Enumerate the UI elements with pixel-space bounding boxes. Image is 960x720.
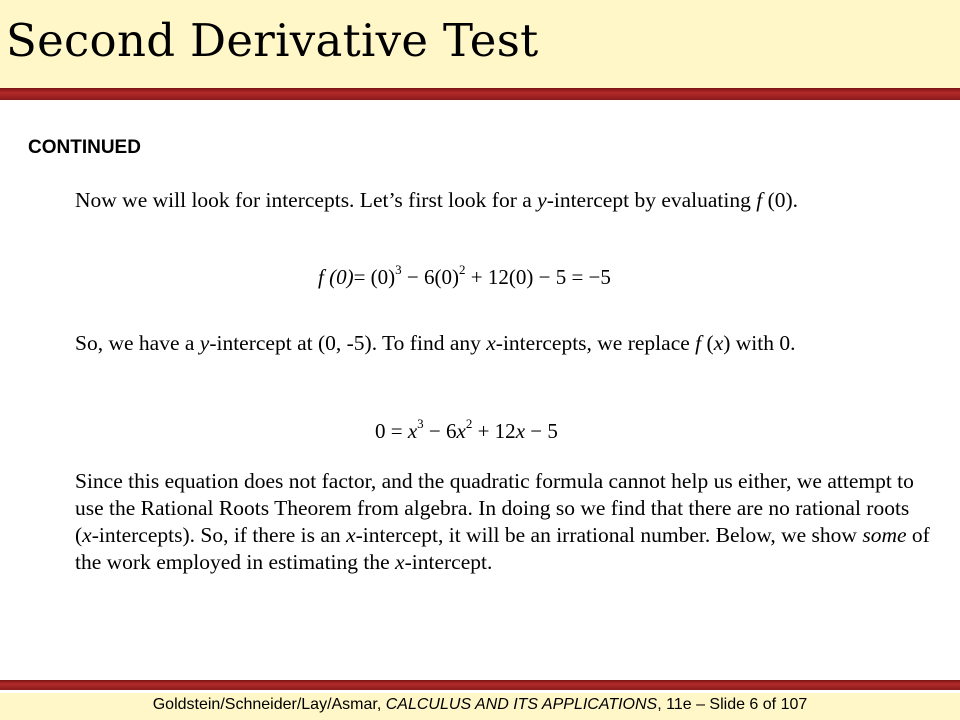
paragraph-y-intercept: So, we have a y-intercept at (0, -5). To find any x-intercepts, we replace f (x) with 0. — [75, 331, 796, 355]
slide-title: Second Derivative Test — [6, 14, 539, 67]
equation-cubic: $0 = x^3 - 6x^2 + 12x - 5$ — [375, 416, 558, 443]
equation-f-of-zero: f $(0)= (0)^3 - 6(0)^2 + 12(0) - 5 = -5$ — [318, 262, 611, 289]
title-bar — [0, 0, 960, 88]
section-label: CONTINUED — [28, 137, 141, 158]
paragraph-intercepts: Now we will look for intercepts. Let’s first look for a y-intercept by evaluating f (0). — [75, 188, 799, 212]
paragraph-rational-roots: Since this equation does not factor, and the quadratic formula cannot help us either, we attempt to use the Rational Roots Theorem from algebra. In doing so we find that there are no rational roots (x-intercepts). So, if there is an x-intercept, it will be an irrational number. Below, we show some of the work employed in estimating the x-intercept. — [75, 469, 930, 574]
slide-footer: Goldstein/Schneider/Lay/Asmar, CALCULUS AND ITS APPLICATIONS, 11e – Slide 6 of 107 — [0, 693, 960, 720]
top-divider — [0, 88, 960, 100]
bottom-divider — [0, 680, 960, 690]
